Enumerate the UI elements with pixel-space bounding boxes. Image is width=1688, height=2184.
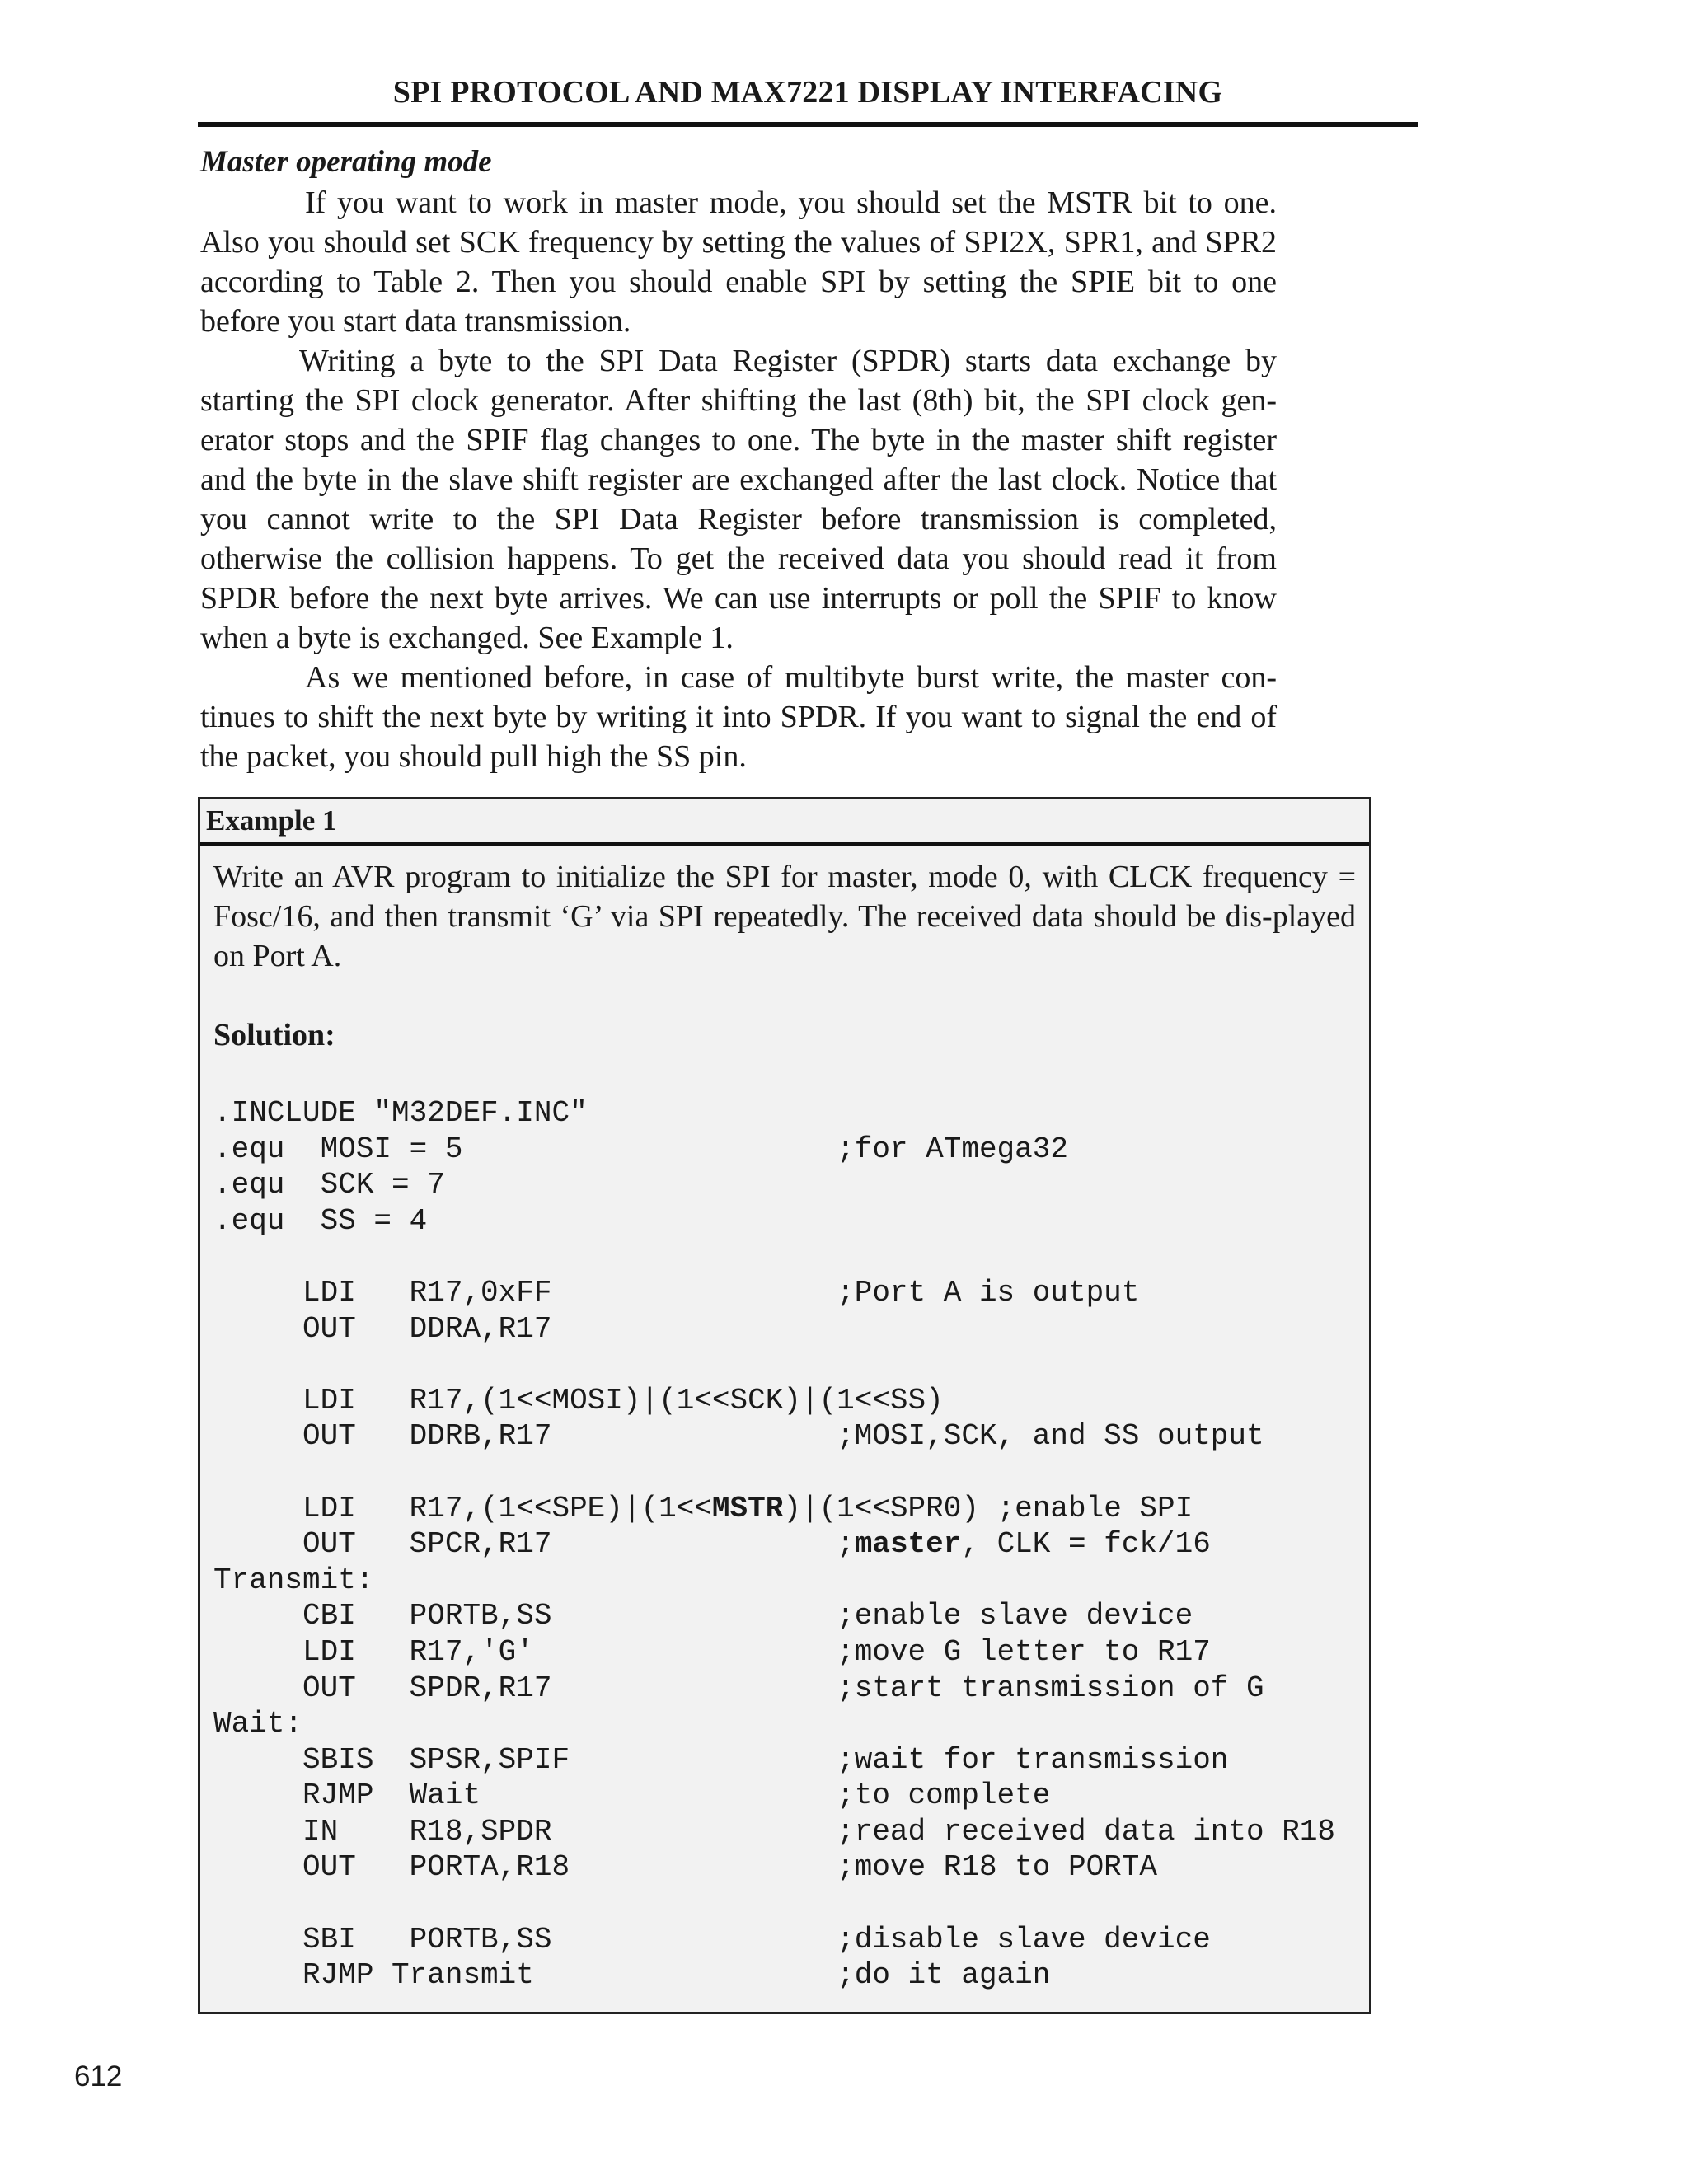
code-emphasis: master [854, 1527, 962, 1562]
code-line: .INCLUDE "M32DEF.INC" [213, 1096, 588, 1130]
solution-label: Solution: [213, 1018, 335, 1052]
code-line: SBI PORTB,SS ;disable slave device [213, 1922, 1211, 1957]
code-line: LDI R17,(1<<MOSI)|(1<<SCK)|(1<<SS) [213, 1383, 944, 1418]
code-line [213, 1455, 1356, 1491]
code-line: Transmit: [213, 1563, 374, 1597]
code-line: .equ MOSI = 5 ;for ATmega32 [213, 1132, 1068, 1166]
code-text: )|(1<<SPR0) ;enable SPI [783, 1491, 1193, 1526]
code-listing [213, 1095, 1356, 1994]
code-line: OUT DDRA,R17 [213, 1311, 552, 1346]
code-line: SBIS SPSR,SPIF ;wait for transmission [213, 1742, 1229, 1777]
code-line: OUT PORTA,R18 ;move R18 to PORTA [213, 1850, 1157, 1885]
paragraph: If you want to work in master mode, you should set the MSTR bit to one. Also you should set SCK frequency by setting the values of SPI2X, SPR1, and SPR2 according to Table 2. Then you should enable SPI by setting the SPIE bit to one before you start data transmission. [200, 185, 1277, 339]
paragraph: As we mentioned before, in case of multibyte burst write, the master con-tinues to shift the next byte by writing it into SPDR. If you want to signal the end of the packet, you should pull high the SS pin. [200, 660, 1277, 774]
code-line [213, 1347, 1356, 1383]
example-box [198, 797, 1372, 2014]
code-text: LDI R17,(1<<SPE)|(1<< [213, 1491, 712, 1526]
code-line: RJMP Wait ;to complete [213, 1779, 1051, 1813]
example-problem: Write an AVR program to initialize the SPI for master, mode 0, with CLCK frequency = Fosc/16, and then transmit ‘G’ via SPI repeatedly. The received data should be dis-played on Port A. [213, 860, 1356, 973]
code-line: .equ SCK = 7 [213, 1168, 445, 1202]
code-line [213, 1239, 1356, 1275]
code-line [213, 1886, 1356, 1922]
code-line: Wait: [213, 1707, 303, 1741]
code-line: OUT SPDR,R17 ;start transmission of G [213, 1671, 1264, 1705]
running-head: SPI PROTOCOL AND MAX7221 DISPLAY INTERFACING [392, 75, 1223, 110]
code-line: LDI R17,'G' ;move G letter to R17 [213, 1634, 1211, 1669]
code-line [213, 1491, 1356, 1527]
code-line: LDI R17,0xFF ;Port A is output [213, 1275, 1140, 1310]
code-text: OUT SPCR,R17 ; [213, 1527, 855, 1562]
paragraph: Writing a byte to the SPI Data Register (SPDR) starts data exchange by starting the SPI clock generator. After shifting the last (8th) bit, the SPI clock gen-erator stops and the SPIF flag changes to one. The byte in the master shift register and the byte in the slave shift register are exchanged after the last clock. Notice that you cannot write to the SPI Data Register before transmission is completed, otherwise the collision happens. To get the received data you should read it from SPDR before the next byte arrives. We can use interrupts or poll the SPIF to know when a byte is exchanged. See Example 1. [200, 344, 1277, 655]
code-line: CBI PORTB,SS ;enable slave device [213, 1599, 1193, 1633]
page-number: 612 [74, 2060, 123, 2093]
code-line: OUT DDRB,R17 ;MOSI,SCK, and SS output [213, 1419, 1264, 1454]
code-line: IN R18,SPDR ;read received data into R18 [213, 1814, 1336, 1849]
code-line: RJMP Transmit ;do it again [213, 1958, 1051, 1993]
code-line: .equ SS = 4 [213, 1203, 428, 1238]
code-line [213, 1526, 1356, 1563]
example-title: Example 1 [200, 799, 1369, 846]
header-rule [198, 122, 1418, 127]
body-text [200, 183, 1277, 776]
section-title: Master operating mode [200, 145, 492, 179]
code-emphasis: MSTR [711, 1491, 784, 1526]
code-text: , CLK = fck/16 [961, 1527, 1211, 1562]
example-content [200, 846, 1369, 1994]
